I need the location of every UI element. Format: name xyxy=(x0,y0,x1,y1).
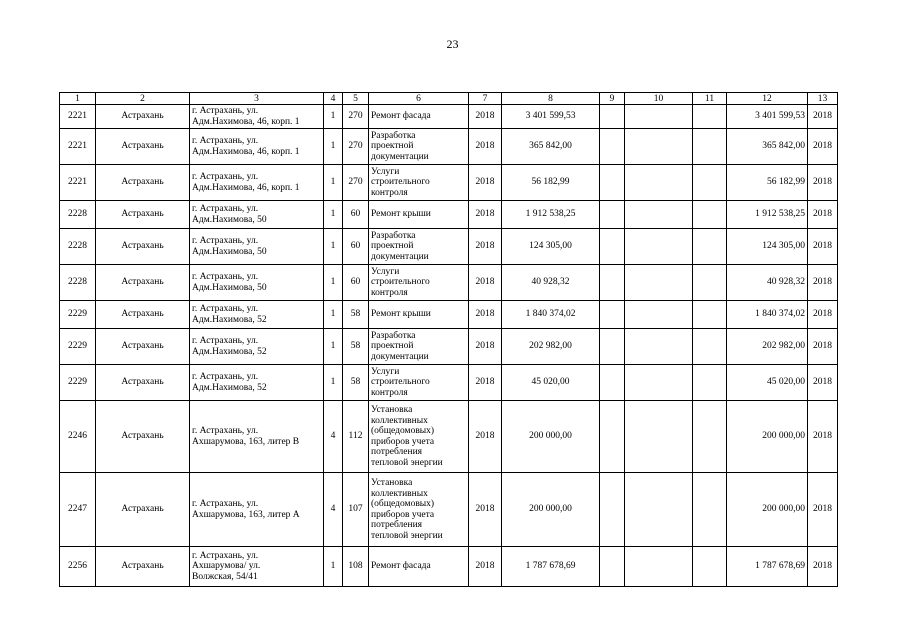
col5-cell: 270 xyxy=(343,165,369,201)
city-cell: Астрахань xyxy=(96,265,190,301)
total-cost-cell: 1 787 678,69 xyxy=(727,547,808,587)
cell-line: г. Астрахань, ул. xyxy=(192,136,259,146)
cell-line: Адм.Нахимова, 46, корп. 1 xyxy=(192,116,300,127)
work-type-cell xyxy=(369,473,469,547)
total-cost-cell: 365 842,00 xyxy=(727,129,808,165)
completion-year-cell: 2018 xyxy=(808,229,838,265)
table-row xyxy=(60,265,838,301)
cell-line: г. Астрахань, ул. xyxy=(192,550,259,561)
completion-year-cell: 2018 xyxy=(808,201,838,229)
completion-year-cell: 2018 xyxy=(808,129,838,165)
cell-line: Адм.Нахимова, 50 xyxy=(192,214,267,225)
cell-line: г. Астрахань, ул. xyxy=(192,336,259,346)
col4-cell: 1 xyxy=(324,129,343,165)
col11-cell xyxy=(693,265,727,301)
column-header: 8 xyxy=(502,93,600,105)
total-cost-cell: 1 912 538,25 xyxy=(727,201,808,229)
cell-line: Адм.Нахимова, 46, корп. 1 xyxy=(192,182,300,193)
cell-line: строительного xyxy=(371,377,430,388)
col11-cell xyxy=(693,129,727,165)
year-cell: 2018 xyxy=(469,547,502,587)
col5-cell: 112 xyxy=(343,401,369,473)
work-type-cell xyxy=(369,547,469,587)
cost-cell: 56 182,99 xyxy=(502,165,600,201)
year-cell: 2018 xyxy=(469,401,502,473)
cell-line: г. Астрахань, ул. xyxy=(192,426,259,436)
object-id-cell: 2229 xyxy=(60,329,96,365)
year-cell: 2018 xyxy=(469,301,502,329)
col9-cell xyxy=(600,129,625,165)
work-type-cell xyxy=(369,329,469,365)
object-id-cell: 2228 xyxy=(60,201,96,229)
total-cost-cell: 202 982,00 xyxy=(727,329,808,365)
cost-cell: 3 401 599,53 xyxy=(502,105,600,129)
cell-line: Ремонт фасада xyxy=(371,561,431,572)
col9-cell xyxy=(600,401,625,473)
year-cell: 2018 xyxy=(469,365,502,401)
city-cell: Астрахань xyxy=(96,105,190,129)
object-id-cell: 2256 xyxy=(60,547,96,587)
completion-year-cell: 2018 xyxy=(808,401,838,473)
city-cell: Астрахань xyxy=(96,301,190,329)
col10-cell xyxy=(625,265,693,301)
object-id-cell: 2221 xyxy=(60,129,96,165)
col5-cell: 58 xyxy=(343,365,369,401)
cell-line: Ахшарумова, 163, литер В xyxy=(192,436,300,447)
year-cell: 2018 xyxy=(469,129,502,165)
completion-year-cell: 2018 xyxy=(808,473,838,547)
object-id-cell: 2228 xyxy=(60,265,96,301)
table-row xyxy=(60,105,838,129)
col9-cell xyxy=(600,105,625,129)
cost-cell: 1 787 678,69 xyxy=(502,547,600,587)
col10-cell xyxy=(625,401,693,473)
city-cell: Астрахань xyxy=(96,201,190,229)
column-header: 5 xyxy=(343,93,369,105)
column-header: 13 xyxy=(808,93,838,105)
cell-line: приборов учета xyxy=(371,509,435,520)
col9-cell xyxy=(600,229,625,265)
cell-line: (общедомовых) xyxy=(371,499,435,509)
col5-cell: 60 xyxy=(343,201,369,229)
cell-line: г. Астрахань, ул. xyxy=(192,204,259,214)
cell-line: строительного xyxy=(371,277,430,288)
table-row xyxy=(60,201,838,229)
col5-cell: 107 xyxy=(343,473,369,547)
cell-line: Адм.Нахимова, 46, корп. 1 xyxy=(192,146,300,157)
col4-cell: 1 xyxy=(324,229,343,265)
cell-line: документации xyxy=(371,351,429,362)
col4-cell: 1 xyxy=(324,265,343,301)
cost-cell: 200 000,00 xyxy=(502,473,600,547)
col11-cell xyxy=(693,105,727,129)
city-cell: Астрахань xyxy=(96,547,190,587)
cell-line: Разработка xyxy=(371,330,416,341)
total-cost-cell: 124 305,00 xyxy=(727,229,808,265)
object-id-cell: 2229 xyxy=(60,301,96,329)
cell-line: Ахшарумова/ ул. xyxy=(192,561,261,572)
cell-line: г. Астрахань, ул. xyxy=(192,372,259,382)
col11-cell xyxy=(693,365,727,401)
cell-line: Ахшарумова, 163, литер А xyxy=(192,509,300,520)
cell-line: г. Астрахань, ул. xyxy=(192,106,259,116)
col10-cell xyxy=(625,547,693,587)
work-type-cell xyxy=(369,265,469,301)
col5-cell: 270 xyxy=(343,105,369,129)
column-header: 1 xyxy=(60,93,96,105)
address-cell xyxy=(190,265,324,301)
object-id-cell: 2229 xyxy=(60,365,96,401)
cost-cell: 1 912 538,25 xyxy=(502,201,600,229)
col11-cell xyxy=(693,165,727,201)
object-id-cell: 2247 xyxy=(60,473,96,547)
cell-line: контроля xyxy=(371,387,408,398)
column-header: 4 xyxy=(324,93,343,105)
cell-line: контроля xyxy=(371,187,408,198)
city-cell: Астрахань xyxy=(96,229,190,265)
table-row xyxy=(60,473,838,547)
cell-line: проектной xyxy=(371,141,414,152)
cell-line: тепловой энергии xyxy=(371,457,443,468)
work-type-cell xyxy=(369,129,469,165)
cell-line: Услуги xyxy=(371,166,400,177)
col4-cell: 4 xyxy=(324,401,343,473)
address-cell xyxy=(190,105,324,129)
address-cell xyxy=(190,329,324,365)
col10-cell xyxy=(625,201,693,229)
cell-line: Услуги xyxy=(371,366,400,377)
col5-cell: 60 xyxy=(343,265,369,301)
col4-cell: 1 xyxy=(324,165,343,201)
table-row xyxy=(60,301,838,329)
address-cell xyxy=(190,401,324,473)
total-cost-cell: 3 401 599,53 xyxy=(727,105,808,129)
col4-cell: 1 xyxy=(324,329,343,365)
col4-cell: 1 xyxy=(324,301,343,329)
address-cell xyxy=(190,547,324,587)
cell-line: проектной xyxy=(371,341,414,352)
cell-line: документации xyxy=(371,251,429,262)
col9-cell xyxy=(600,329,625,365)
cost-cell: 365 842,00 xyxy=(502,129,600,165)
address-cell xyxy=(190,301,324,329)
cell-line: Установка xyxy=(371,405,413,415)
col10-cell xyxy=(625,129,693,165)
col5-cell: 270 xyxy=(343,129,369,165)
completion-year-cell: 2018 xyxy=(808,105,838,129)
work-type-cell xyxy=(369,401,469,473)
col9-cell xyxy=(600,165,625,201)
column-header: 9 xyxy=(600,93,625,105)
address-cell xyxy=(190,473,324,547)
object-id-cell: 2221 xyxy=(60,105,96,129)
city-cell: Астрахань xyxy=(96,365,190,401)
year-cell: 2018 xyxy=(469,265,502,301)
cell-line: контроля xyxy=(371,287,408,298)
col5-cell: 108 xyxy=(343,547,369,587)
total-cost-cell: 1 840 374,02 xyxy=(727,301,808,329)
address-cell xyxy=(190,165,324,201)
cell-line: Ремонт фасада xyxy=(371,111,431,122)
work-type-cell xyxy=(369,365,469,401)
cell-line: Адм.Нахимова, 52 xyxy=(192,346,267,357)
address-cell xyxy=(190,229,324,265)
year-cell: 2018 xyxy=(469,165,502,201)
col9-cell xyxy=(600,365,625,401)
cost-cell: 45 020,00 xyxy=(502,365,600,401)
city-cell: Астрахань xyxy=(96,473,190,547)
completion-year-cell: 2018 xyxy=(808,547,838,587)
repair-register-table xyxy=(59,92,838,587)
work-type-cell xyxy=(369,301,469,329)
cell-line: коллективных xyxy=(371,415,428,426)
work-type-cell xyxy=(369,201,469,229)
cell-line: Адм.Нахимова, 52 xyxy=(192,382,267,393)
year-cell: 2018 xyxy=(469,229,502,265)
cell-line: Ремонт крыши xyxy=(371,209,431,220)
table-row xyxy=(60,329,838,365)
cell-line: г. Астрахань, ул. xyxy=(192,499,259,509)
completion-year-cell: 2018 xyxy=(808,329,838,365)
year-cell: 2018 xyxy=(469,473,502,547)
page-number: 23 xyxy=(446,37,459,51)
cell-line: коллективных xyxy=(371,488,428,499)
object-id-cell: 2221 xyxy=(60,165,96,201)
col10-cell xyxy=(625,301,693,329)
column-header: 10 xyxy=(625,93,693,105)
completion-year-cell: 2018 xyxy=(808,165,838,201)
city-cell: Астрахань xyxy=(96,329,190,365)
column-header: 6 xyxy=(369,93,469,105)
cost-cell: 124 305,00 xyxy=(502,229,600,265)
col9-cell xyxy=(600,547,625,587)
cost-cell: 200 000,00 xyxy=(502,401,600,473)
cell-line: Ремонт крыши xyxy=(371,309,431,320)
year-cell: 2018 xyxy=(469,329,502,365)
table-row xyxy=(60,229,838,265)
year-cell: 2018 xyxy=(469,201,502,229)
col4-cell: 1 xyxy=(324,201,343,229)
city-cell: Астрахань xyxy=(96,165,190,201)
cell-line: г. Астрахань, ул. xyxy=(192,304,259,314)
col10-cell xyxy=(625,229,693,265)
cell-line: Установка xyxy=(371,478,413,488)
col5-cell: 60 xyxy=(343,229,369,265)
col9-cell xyxy=(600,473,625,547)
col10-cell xyxy=(625,365,693,401)
table-row xyxy=(60,401,838,473)
col11-cell xyxy=(693,329,727,365)
work-type-cell xyxy=(369,229,469,265)
cost-cell: 1 840 374,02 xyxy=(502,301,600,329)
total-cost-cell: 200 000,00 xyxy=(727,401,808,473)
city-cell: Астрахань xyxy=(96,401,190,473)
col10-cell xyxy=(625,473,693,547)
table-row xyxy=(60,365,838,401)
table-row xyxy=(60,547,838,587)
city-cell: Астрахань xyxy=(96,129,190,165)
cell-line: проектной xyxy=(371,241,414,252)
total-cost-cell: 56 182,99 xyxy=(727,165,808,201)
cell-line: Волжская, 54/41 xyxy=(192,571,258,582)
col9-cell xyxy=(600,301,625,329)
cell-line: приборов учета xyxy=(371,436,435,447)
col9-cell xyxy=(600,265,625,301)
object-id-cell: 2228 xyxy=(60,229,96,265)
cell-line: тепловой энергии xyxy=(371,530,443,541)
col4-cell: 1 xyxy=(324,365,343,401)
cell-line: строительного xyxy=(371,177,430,188)
completion-year-cell: 2018 xyxy=(808,301,838,329)
col11-cell xyxy=(693,547,727,587)
address-cell xyxy=(190,201,324,229)
cell-line: документации xyxy=(371,151,429,162)
col5-cell: 58 xyxy=(343,329,369,365)
total-cost-cell: 200 000,00 xyxy=(727,473,808,547)
cost-cell: 202 982,00 xyxy=(502,329,600,365)
col11-cell xyxy=(693,401,727,473)
cell-line: потребления xyxy=(371,520,423,530)
column-number-row xyxy=(60,93,838,105)
object-id-cell: 2246 xyxy=(60,401,96,473)
col11-cell xyxy=(693,473,727,547)
cell-line: Адм.Нахимова, 50 xyxy=(192,282,267,293)
col4-cell: 1 xyxy=(324,105,343,129)
col10-cell xyxy=(625,165,693,201)
col5-cell: 58 xyxy=(343,301,369,329)
cell-line: потребления xyxy=(371,447,423,457)
completion-year-cell: 2018 xyxy=(808,265,838,301)
column-header: 7 xyxy=(469,93,502,105)
completion-year-cell: 2018 xyxy=(808,365,838,401)
year-cell: 2018 xyxy=(469,105,502,129)
address-cell xyxy=(190,129,324,165)
address-cell xyxy=(190,365,324,401)
cell-line: Адм.Нахимова, 50 xyxy=(192,246,267,257)
cell-line: Адм.Нахимова, 52 xyxy=(192,314,267,325)
table-row xyxy=(60,165,838,201)
cell-line: (общедомовых) xyxy=(371,426,435,436)
col11-cell xyxy=(693,229,727,265)
column-header: 11 xyxy=(693,93,727,105)
cost-cell: 40 928,32 xyxy=(502,265,600,301)
col11-cell xyxy=(693,201,727,229)
cell-line: г. Астрахань, ул. xyxy=(192,272,259,282)
col10-cell xyxy=(625,329,693,365)
cell-line: Разработка xyxy=(371,230,416,241)
col4-cell: 1 xyxy=(324,547,343,587)
cell-line: Разработка xyxy=(371,130,416,141)
total-cost-cell: 40 928,32 xyxy=(727,265,808,301)
cell-line: г. Астрахань, ул. xyxy=(192,236,259,246)
cell-line: Услуги xyxy=(371,266,400,277)
column-header: 3 xyxy=(190,93,324,105)
col10-cell xyxy=(625,105,693,129)
column-header: 2 xyxy=(96,93,190,105)
work-type-cell xyxy=(369,105,469,129)
table-row xyxy=(60,129,838,165)
column-header: 12 xyxy=(727,93,808,105)
cell-line: г. Астрахань, ул. xyxy=(192,172,259,182)
work-type-cell xyxy=(369,165,469,201)
col11-cell xyxy=(693,301,727,329)
col4-cell: 4 xyxy=(324,473,343,547)
col9-cell xyxy=(600,201,625,229)
total-cost-cell: 45 020,00 xyxy=(727,365,808,401)
